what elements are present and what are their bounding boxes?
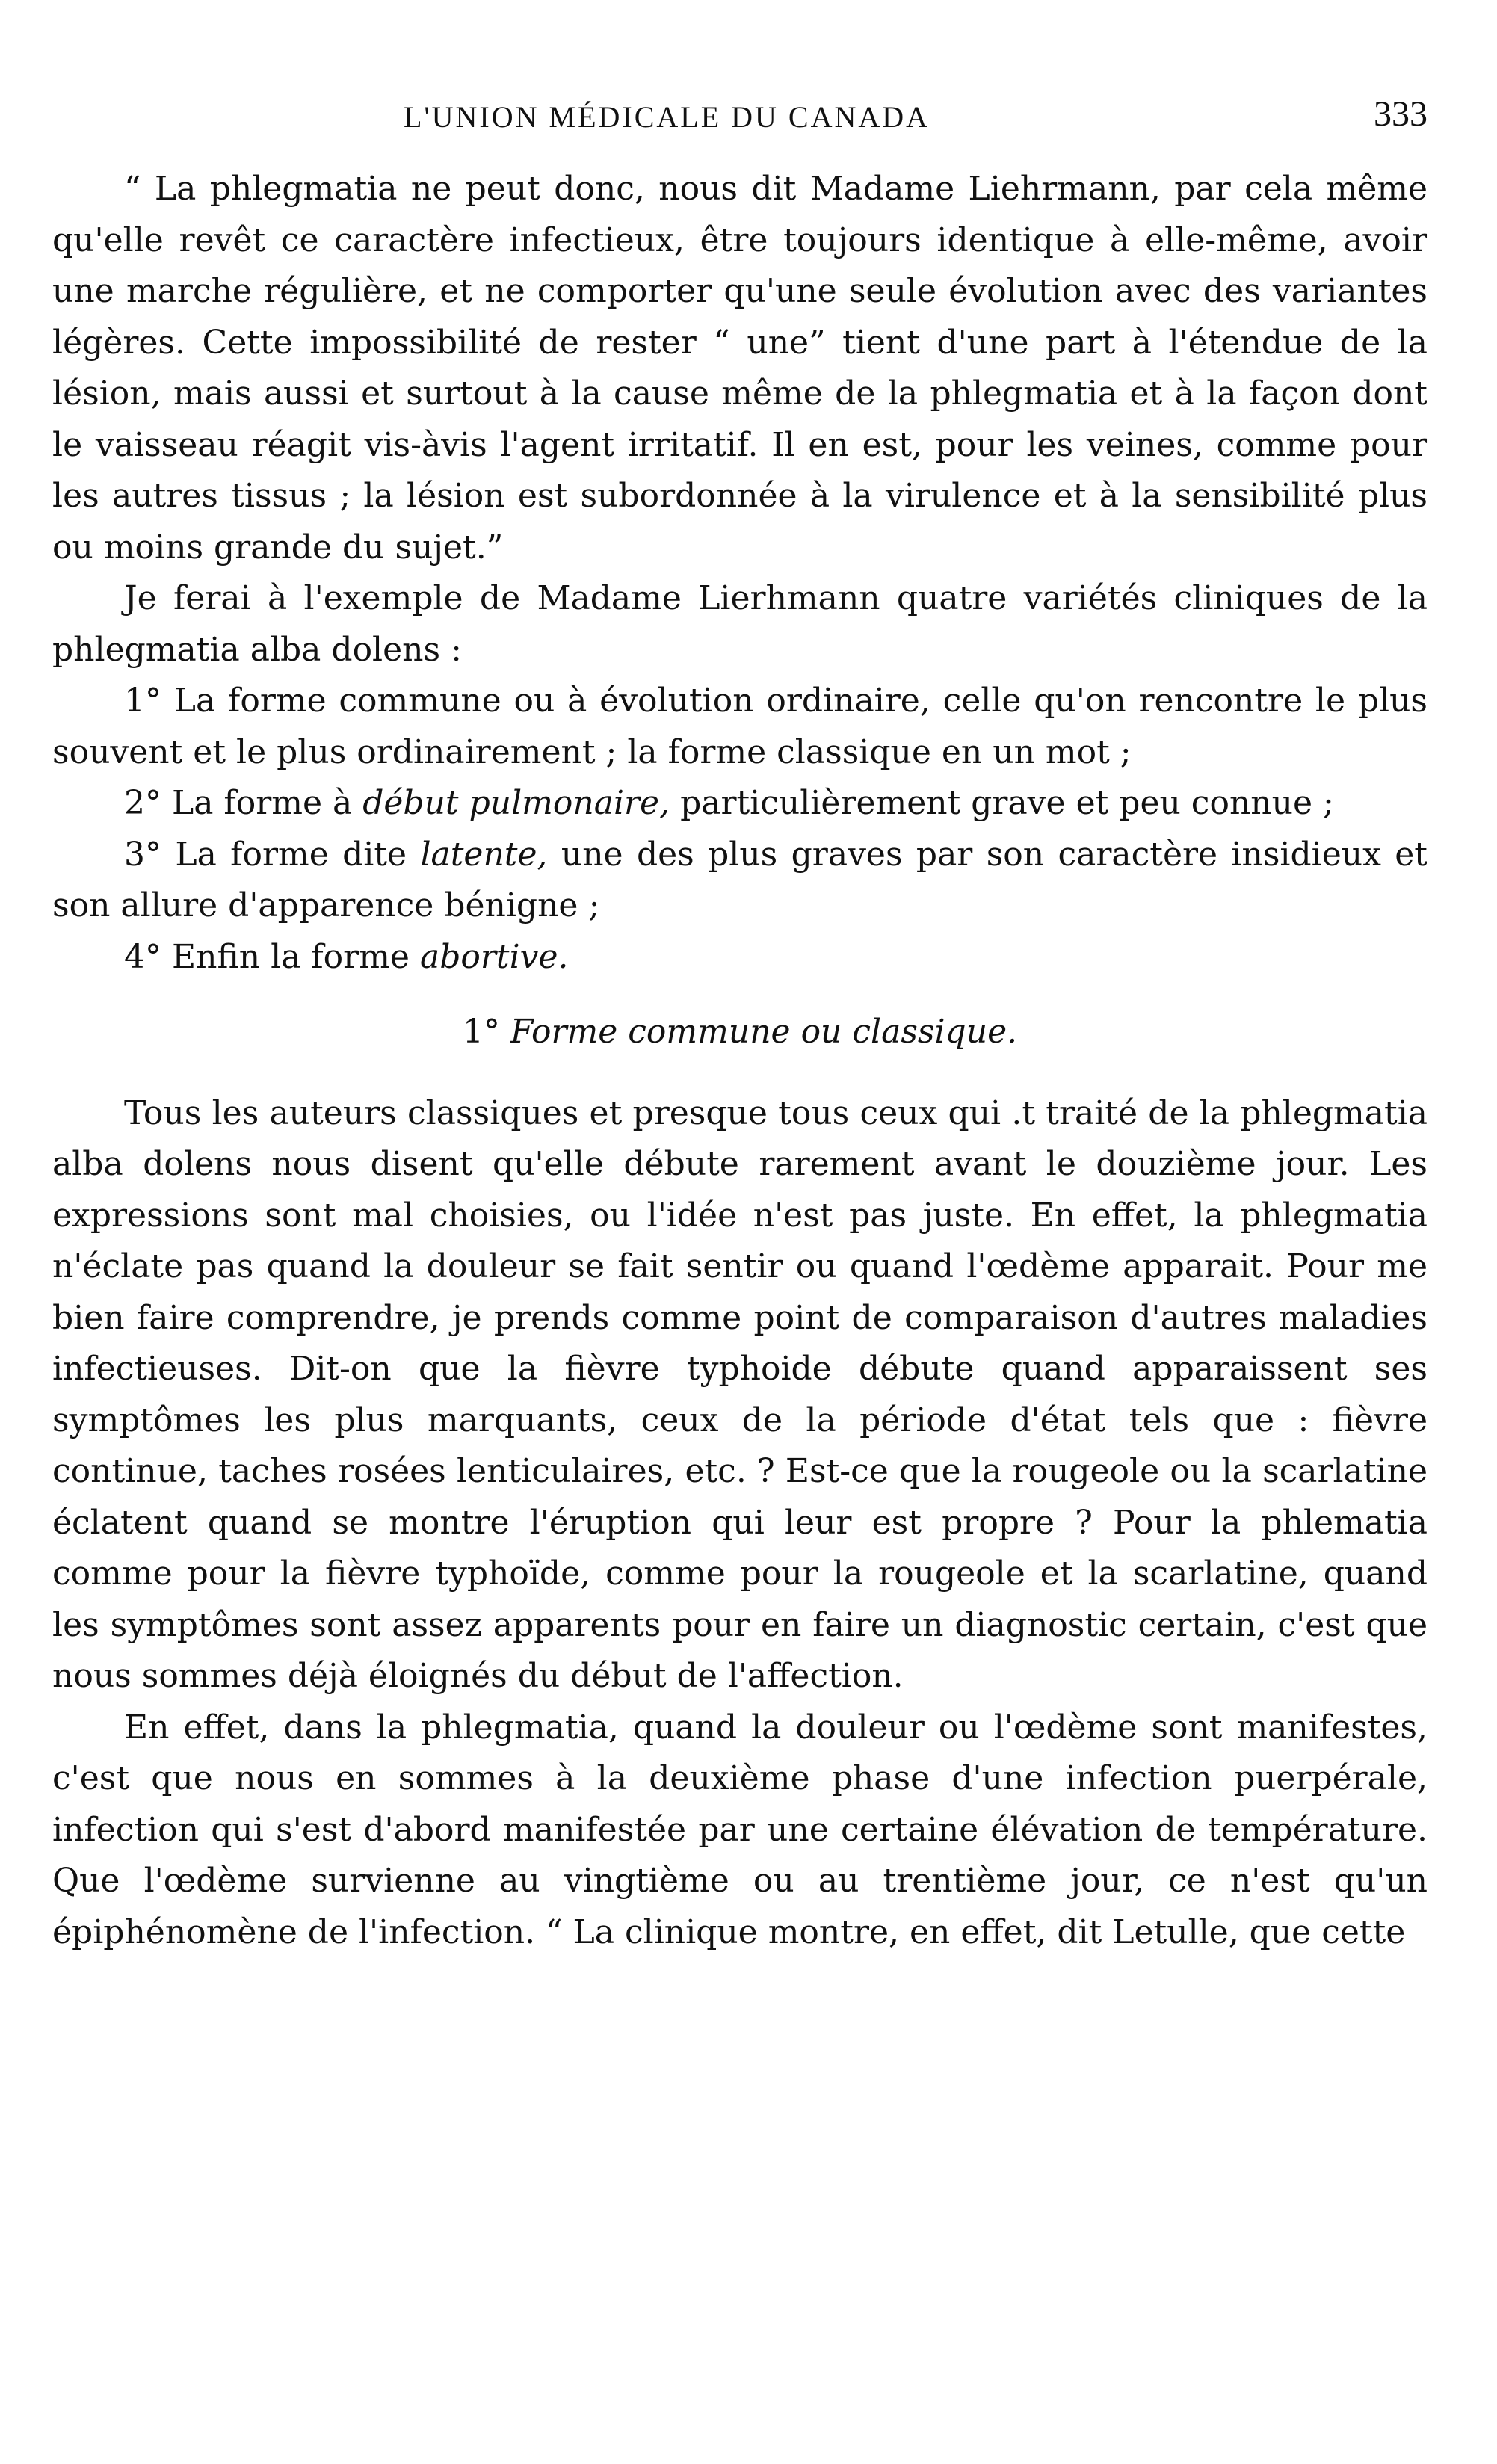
list-item-2-italic: début pulmonaire, [362, 784, 670, 822]
list-item-4 [52, 932, 1427, 984]
body-paragraph-1: Tous les auteurs classiques et presque tous ceux qui .t traité de la phlegmatia alba dolens nous disent qu'elle débute rarement avant le douzième jour. Les expressions sont mal choisies, ou l'idée n'est pas juste. En effet, la phlegmatia n'éclate pas quand la douleur se fait sentir ou quand l'œdème apparait. Pour me bien faire comprendre, je prends comme point de comparaison d'autres maladies infectieuses. Dit-on que la fièvre typhoide débute quand apparaissent ses symptômes les plus marquants, ceux de la période d'état tels que : fièvre continue, taches rosées lenticulaires, etc. ? Est-ce que la rougeole ou la scarlatine éclatent quand se montre l'éruption qui leur est propre ? Pour la phlematia comme pour la fièvre typhoïde, comme pour la rougeole et la scarlatine, quand les symptômes sont assez apparents pour en faire un diagnostic certain, c'est que nous sommes déjà éloignés du début de l'affection. [52, 1093, 1427, 1695]
book-page [52, 93, 1427, 2440]
list-item-4-prefix: 4° Enfin la forme [124, 937, 420, 976]
list-item-3-suffix: une des plus graves par son caractère insidieux et son allure d'apparence bénigne ; [52, 835, 1427, 924]
body-text [52, 164, 1427, 1958]
list-item-4-italic: abortive. [419, 937, 569, 976]
section-number: 1° [462, 1013, 510, 1051]
list-item-3 [52, 830, 1427, 932]
page-number: 333 [1374, 94, 1427, 134]
section-title: Forme commune ou classique. [510, 1013, 1018, 1051]
running-head [52, 93, 1427, 153]
quotation-paragraph: “ La phlegmatia ne peut donc, nous dit Madame Liehrmann, par cela même qu'elle revêt ce caractère infectieux, être toujours identique à elle-même, avoir une marche régulière, et ne comporter qu'une seule évolution avec des variantes légères. Cette impossibilité de rester “ une” tient d'une part à l'étendue de la lésion, mais aussi et surtout à la cause même de la phlegmatia et à la façon dont le vaisseau réagit vis-àvis l'agent irritatif. Il en est, pour les veines, comme pour les autres tissus ; la lésion est subordonnée à la virulence et à la sensibilité plus ou moins grande du sujet.” [52, 170, 1427, 566]
body-paragraph-2: En effet, dans la phlegmatia, quand la douleur ou l'œdème sont manifestes, c'est que nous en sommes à la deuxième phase d'une infection puerpérale, infection qui s'est d'abord manifestée par une certaine élévation de température. Que l'œdème survienne au vingtième ou au trentième jour, ce n'est qu'un épiphénomène de l'infection. “ La clinique montre, en effet, dit Letulle, que cette [52, 1708, 1427, 1951]
intro-paragraph: Je ferai à l'exemple de Madame Lierhmann quatre variétés cliniques de la phlegmatia alba dolens : [52, 579, 1427, 669]
list-item-3-italic: latente, [420, 835, 548, 874]
list-item-3-prefix: 3° La forme dite [124, 835, 421, 874]
list-item-2-suffix: particulièrement grave et peu connue ; [670, 784, 1334, 822]
section-heading [52, 1007, 1427, 1058]
list-item-1: 1° La forme commune ou à évolution ordinaire, celle qu'on rencontre le plus souvent et le plus ordinairement ; la forme classique en un mot ; [52, 682, 1427, 771]
running-title: L'UNION MÉDICALE DU CANADA [404, 100, 930, 134]
list-item-2 [52, 778, 1427, 830]
list-item-2-prefix: 2° La forme à [124, 784, 363, 822]
